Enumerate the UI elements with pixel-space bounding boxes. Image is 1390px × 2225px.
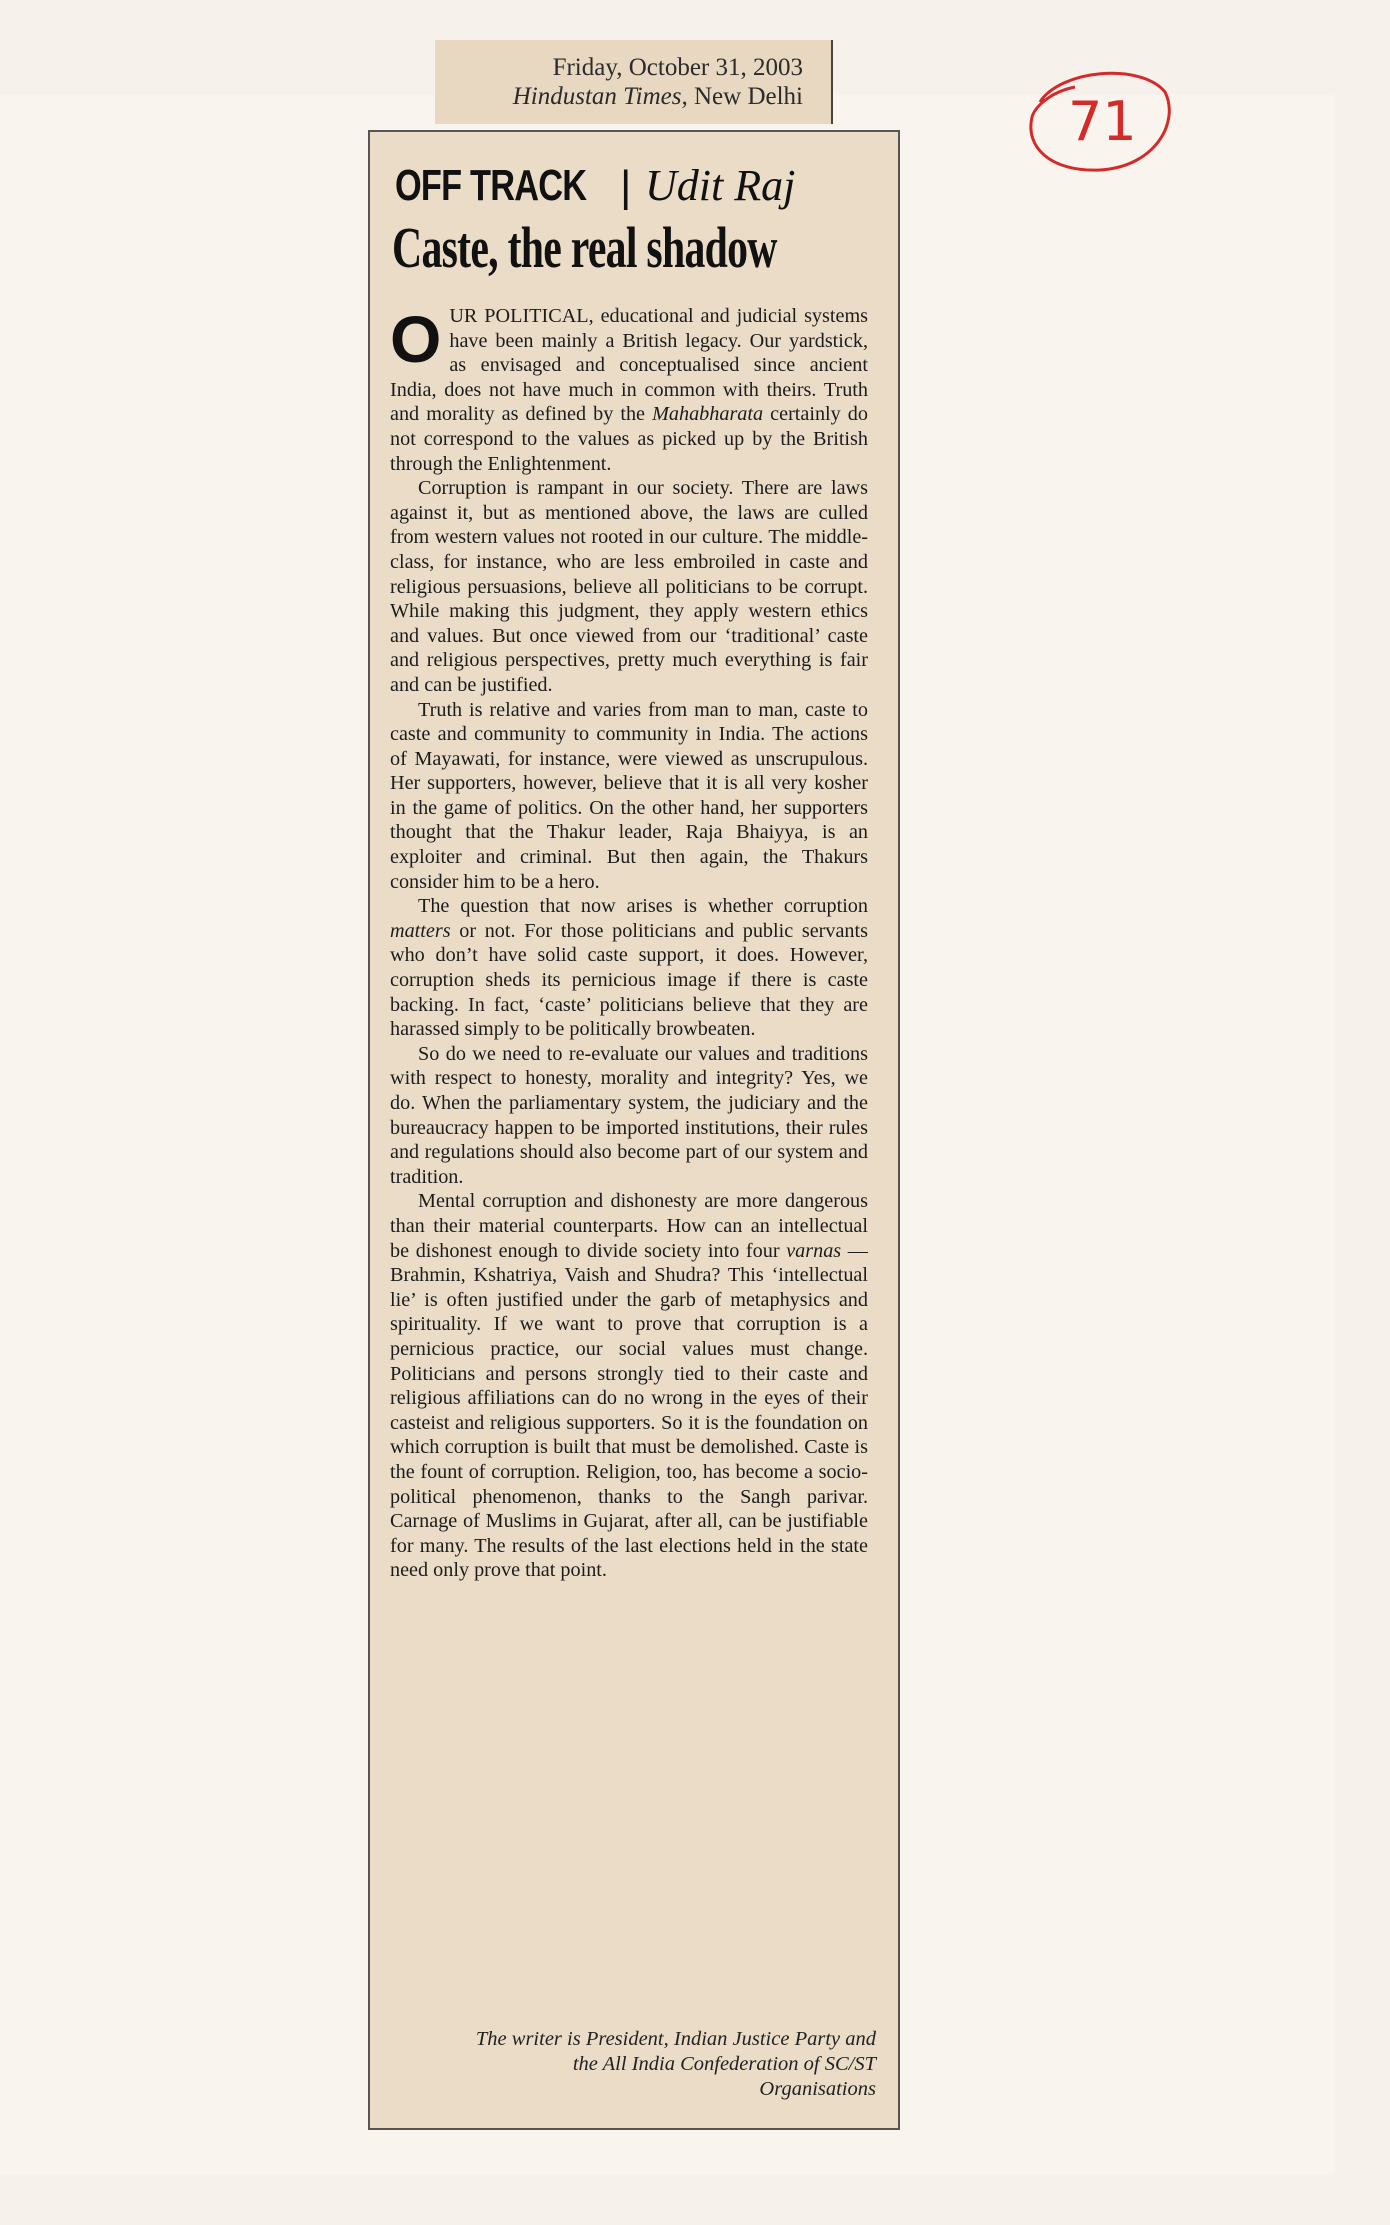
column-strap: [395, 160, 796, 211]
publication-date: Friday, October 31, 2003: [552, 54, 803, 81]
article-body: [390, 304, 868, 1583]
p1-italic: Mahabharata: [652, 403, 764, 426]
handwritten-page-number: [1020, 62, 1176, 177]
author-name: Udit Raj: [645, 161, 796, 210]
article-clipping: [368, 130, 900, 2130]
paragraph-6: [390, 1189, 868, 1583]
article-headline: Caste, the real shadow: [392, 215, 777, 280]
p1-text: UR POLITICAL, educational and judicial systems have been mainly a British legacy. Our yardstick, as envisaged and conceptualised since ancient India, does not have much in common with theirs. Truth and morality as defined by the: [390, 305, 868, 426]
paragraph-2: Corruption is rampant in our society. There are laws against it, but as mentioned above, the laws are culled from western values not rooted in our culture. The middle-class, for instance, who are less embroiled in caste and religious persuasions, believe all politicians to be corrupt. While making this judgment, they apply western ethics and values. But once viewed from our ‘traditional’ caste and religious perspectives, pretty much everything is fair and can be justified.: [390, 477, 868, 696]
p1-end: certainly do not correspond to the values as picked up by the British through the Enlightenment.: [390, 403, 868, 475]
paragraph-4: [390, 894, 868, 1042]
p6-end: — Brahmin, Kshatriya, Vaish and Shudra? This ‘intellectual lie’ is often justified under the garb of metaphysics and spirituality. If we want to prove that corruption is a pernicious practice, our social values must change. Politicians and persons strongly tied to their caste and religious affiliations can do no wrong in the eyes of their casteist and religious supporters. So it is the foundation on which corruption is built that must be demolished. Caste is the fount of corruption. Religion, too, has become a socio-political phenomenon, thanks to the Sangh parivar. Carnage of Muslims in Gujarat, after all, can be justifiable for many. The results of the last elections held in the state need only prove that point.: [390, 1239, 868, 1582]
paragraph-5: So do we need to re-evaluate our values and traditions with respect to honesty, morality and integrity? Yes, we do. When the parliamentary system, the judiciary and the bureaucracy happen to be imported institutions, their rules and regulations should also become part of our system and tradition.: [390, 1042, 868, 1188]
dateline-clipping: [435, 40, 833, 124]
publication-city: New Delhi: [694, 83, 803, 110]
p4-italic: matters: [390, 919, 451, 942]
p6-text: Mental corruption and dishonesty are more dangerous than their material counterparts. How can an intellectual be dishonest enough to divide society into four: [390, 1190, 868, 1262]
newspaper-name: Hindustan Times,: [512, 83, 688, 110]
paragraph-1: [390, 304, 868, 476]
paragraph-3: Truth is relative and varies from man to man, caste to caste and community to community in India. The actions of Mayawati, for instance, were viewed as unscrupulous. Her supporters, however, believe that it is all very kosher in the game of politics. On the other hand, her supporters thought that the Thakur leader, Raja Bhaiyya, is an exploiter and criminal. But then again, the Thakurs consider him to be a hero.: [390, 698, 868, 893]
drop-cap: O: [390, 302, 442, 376]
strap-separator: |: [620, 162, 632, 211]
author-credit: The writer is President, Indian Justice Party and the All India Confederation of SC/ST Organisations: [475, 2028, 876, 2100]
p6-italic: varnas: [786, 1239, 842, 1262]
page-number-text: 71: [1068, 90, 1137, 153]
p4-end: or not. For those politicians and public servants who don’t have solid caste support, it does. However, corruption sheds its pernicious image if there is caste backing. In fact, ‘caste’ politicians believe that they are harassed simply to be politically browbeaten.: [390, 919, 868, 1041]
column-kicker: OFF TRACK: [395, 161, 587, 210]
p4-text: The question that now arises is whether corruption: [418, 895, 868, 918]
publication-name: [513, 83, 803, 111]
